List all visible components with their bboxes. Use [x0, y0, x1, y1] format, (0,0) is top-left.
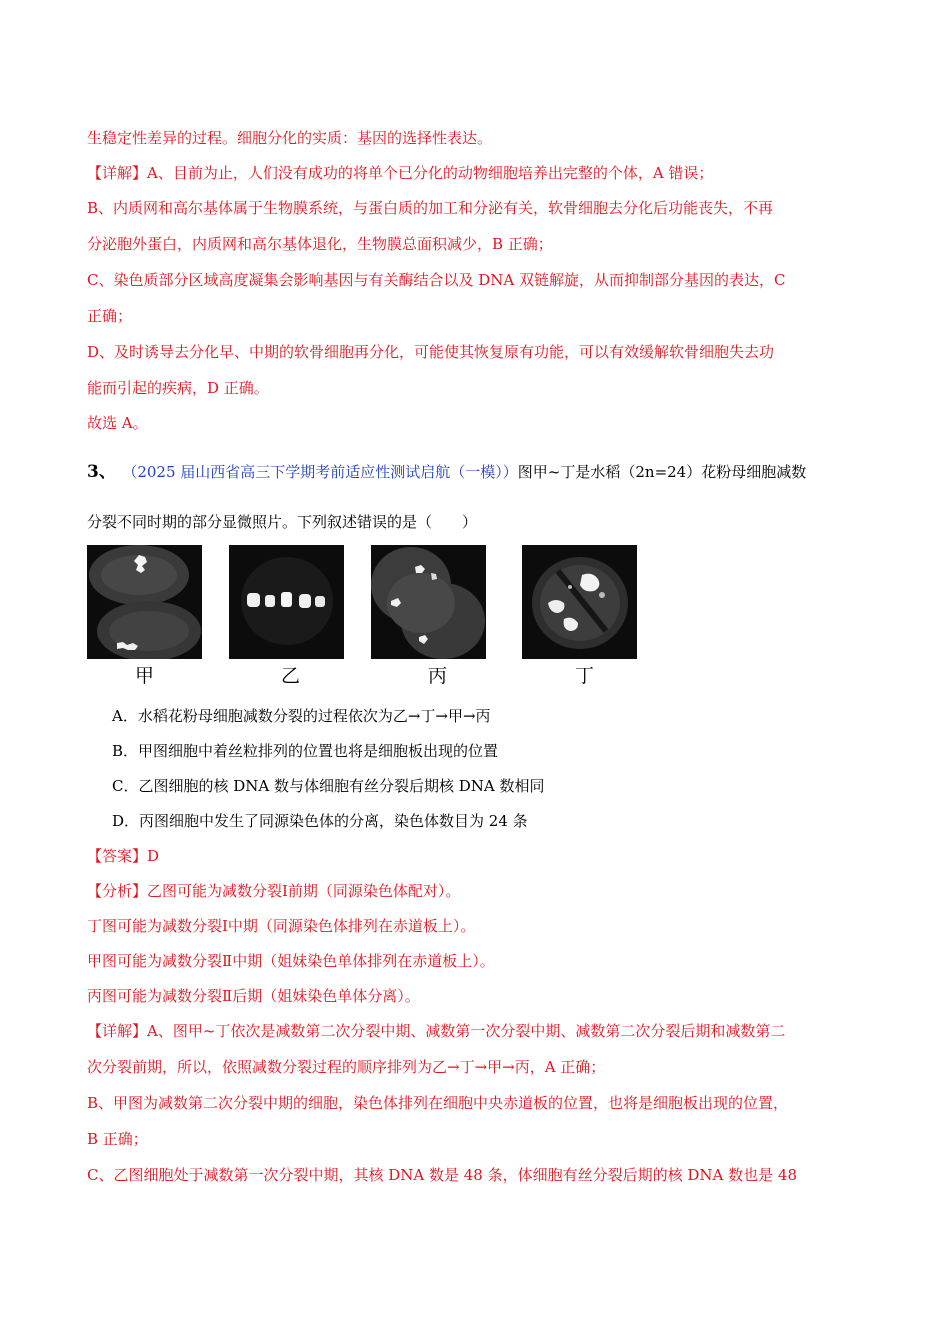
question-stem: 图甲~丁是水稻（2n=24）花粉母细胞减数 — [517, 463, 807, 481]
micrograph-yi — [229, 545, 344, 659]
micrograph-bing-image — [371, 545, 486, 659]
question-source: （2025 届山西省高三下学期考前适应性测试启航（一模）） — [129, 463, 518, 481]
text-line: 【详解】A、目前为止，人们没有成功的将单个已分化的动物细胞培养出完整的个体，A 错误； — [87, 164, 714, 182]
micrograph-yi-image — [229, 545, 344, 659]
detail-line: C、乙图细胞处于减数第一次分裂中期，其核 DNA 数是 48 条，体细胞有丝分裂后期的核 DNA 数也是 48 — [87, 1166, 797, 1184]
option-b: B．甲图细胞中着丝粒排列的位置也将是细胞板出现的位置 — [112, 742, 499, 760]
question-header — [87, 462, 806, 482]
image-label-jia: 甲 — [134, 665, 154, 687]
question-stem-continued: 分裂不同时期的部分显微照片。下列叙述错误的是（ ） — [87, 513, 478, 531]
micrograph-jia — [87, 545, 202, 659]
analysis-line: 丙图可能为减数分裂Ⅱ后期（姐妹染色单体分离）。 — [87, 987, 420, 1005]
micrograph-ding — [522, 545, 637, 659]
analysis-line: 【分析】乙图可能为减数分裂Ⅰ前期（同源染色体配对）。 — [87, 882, 461, 900]
analysis-line: 甲图可能为减数分裂Ⅱ中期（姐妹染色单体排列在赤道板上）。 — [87, 952, 495, 970]
text-line: 生稳定性差异的过程。细胞分化的实质：基因的选择性表达。 — [87, 129, 493, 147]
analysis-line: 丁图可能为减数分裂Ⅰ中期（同源染色体排列在赤道板上）。 — [87, 917, 476, 935]
option-a: A．水稻花粉母细胞减数分裂的过程依次为乙→丁→甲→丙 — [112, 707, 491, 725]
micrograph-bing — [371, 545, 486, 659]
detail-line: B、甲图为减数第二次分裂中期的细胞，染色体排列在细胞中央赤道板的位置，也将是细胞板出现的位置， — [87, 1094, 789, 1112]
micrograph-ding-image — [522, 545, 637, 659]
micrograph-jia-image — [87, 545, 202, 659]
text-line: C、染色质部分区域高度凝集会影响基因与有关酶结合以及 DNA 双链解旋，从而抑制部分基因的表达，C — [87, 271, 786, 289]
option-d: D．丙图细胞中发生了同源染色体的分离，染色体数目为 24 条 — [112, 812, 528, 830]
image-label-ding: 丁 — [574, 665, 594, 687]
text-line: 故选 A。 — [87, 414, 148, 432]
text-line: B、内质网和高尔基体属于生物膜系统，与蛋白质的加工和分泌有关，软骨细胞去分化后功能丧失，不再 — [87, 199, 774, 217]
image-label-bing: 丙 — [427, 665, 447, 687]
detail-line: B 正确； — [87, 1130, 148, 1148]
text-line: D、及时诱导去分化早、中期的软骨细胞再分化，可能使其恢复原有功能，可以有效缓解软骨细胞失去功 — [87, 343, 775, 361]
option-c: C．乙图细胞的核 DNA 数与体细胞有丝分裂后期核 DNA 数相同 — [112, 777, 545, 795]
text-line: 正确； — [87, 307, 133, 325]
detail-line: 【详解】A、图甲~丁依次是减数第二次分裂中期、减数第一次分裂中期、减数第二次分裂后期和减数第二 — [87, 1022, 786, 1040]
image-label-yi: 乙 — [280, 665, 300, 687]
answer-line: 【答案】D — [87, 847, 160, 865]
question-number: 3、 — [87, 462, 116, 482]
detail-line: 次分裂前期，所以，依照减数分裂过程的顺序排列为乙→丁→甲→丙，A 正确； — [87, 1058, 606, 1076]
text-line: 能而引起的疾病，D 正确。 — [87, 379, 269, 397]
text-line: 分泌胞外蛋白，内质网和高尔基体退化，生物膜总面积减少，B 正确； — [87, 235, 553, 253]
